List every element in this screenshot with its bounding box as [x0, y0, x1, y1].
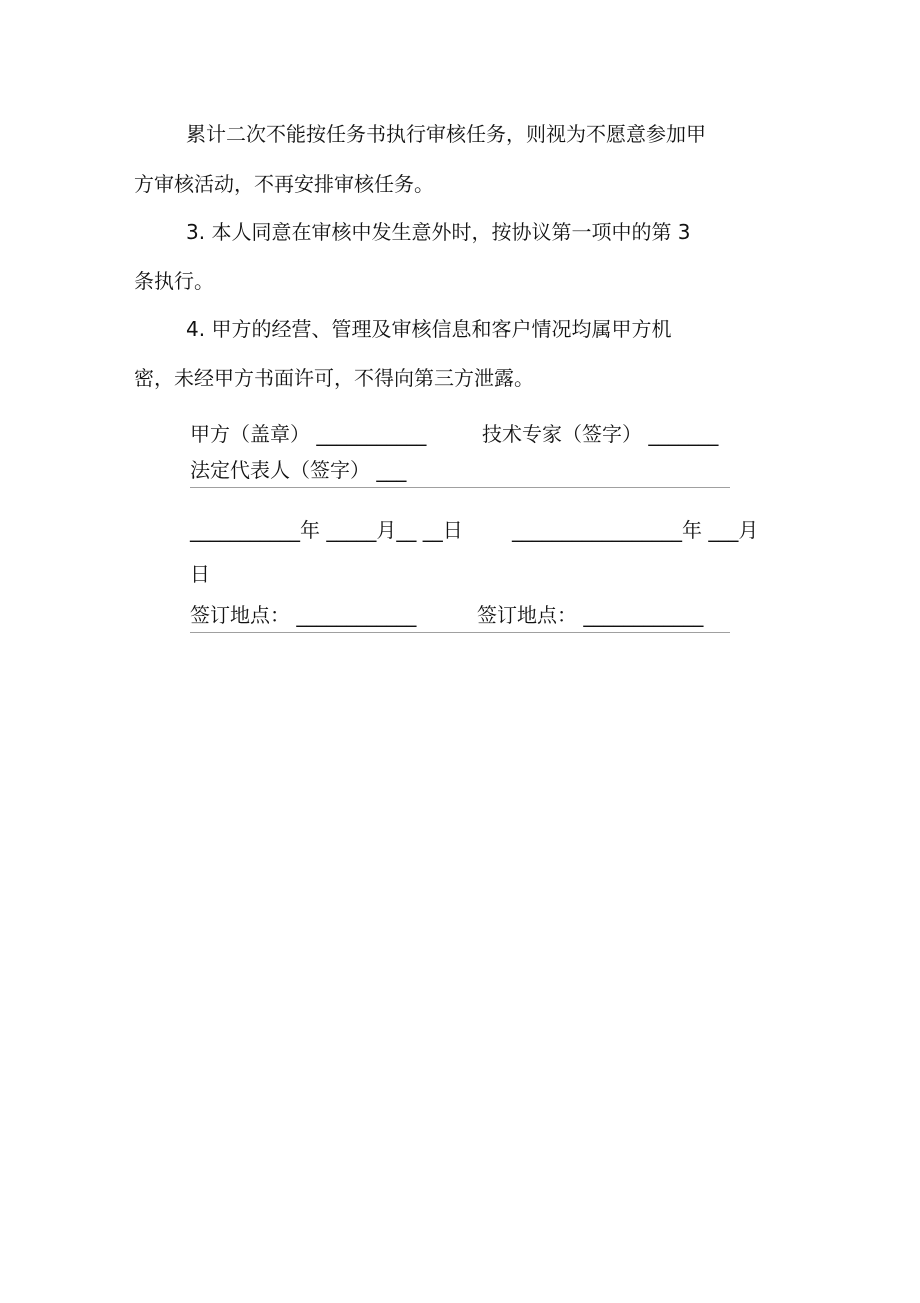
date-field-expert: _________________年 ___月	[512, 518, 759, 542]
date-day-label: 日	[190, 562, 210, 586]
paragraph-line-1: 累计二次不能按任务书执行审核任务，则视为不愿意参加甲	[186, 122, 706, 146]
paragraph-line-3: 3. 本人同意在审核中发生意外时，按协议第一项中的第 3	[186, 220, 691, 244]
paragraph-line-5: 4. 甲方的经营、管理及审核信息和客户情况均属甲方机	[186, 317, 672, 341]
paragraph-line-4: 条执行。	[134, 269, 214, 293]
paragraph-line-6: 密，未经甲方书面许可，不得向第三方泄露。	[134, 366, 534, 390]
party-a-seal-field: 甲方（盖章） ___________	[190, 422, 427, 446]
place-field-expert: 签订地点： ____________	[477, 603, 704, 627]
signature-divider	[190, 487, 730, 488]
place-field-party-a: 签订地点： ____________	[190, 603, 417, 627]
legal-rep-sign-field: 法定代表人（签字） ___	[190, 458, 407, 482]
place-divider	[190, 632, 730, 633]
date-field-party-a: ___________年 _____月__ __日	[190, 518, 463, 542]
expert-sign-field: 技术专家（签字） _______	[482, 422, 719, 446]
paragraph-line-2: 方审核活动，不再安排审核任务。	[134, 172, 434, 196]
